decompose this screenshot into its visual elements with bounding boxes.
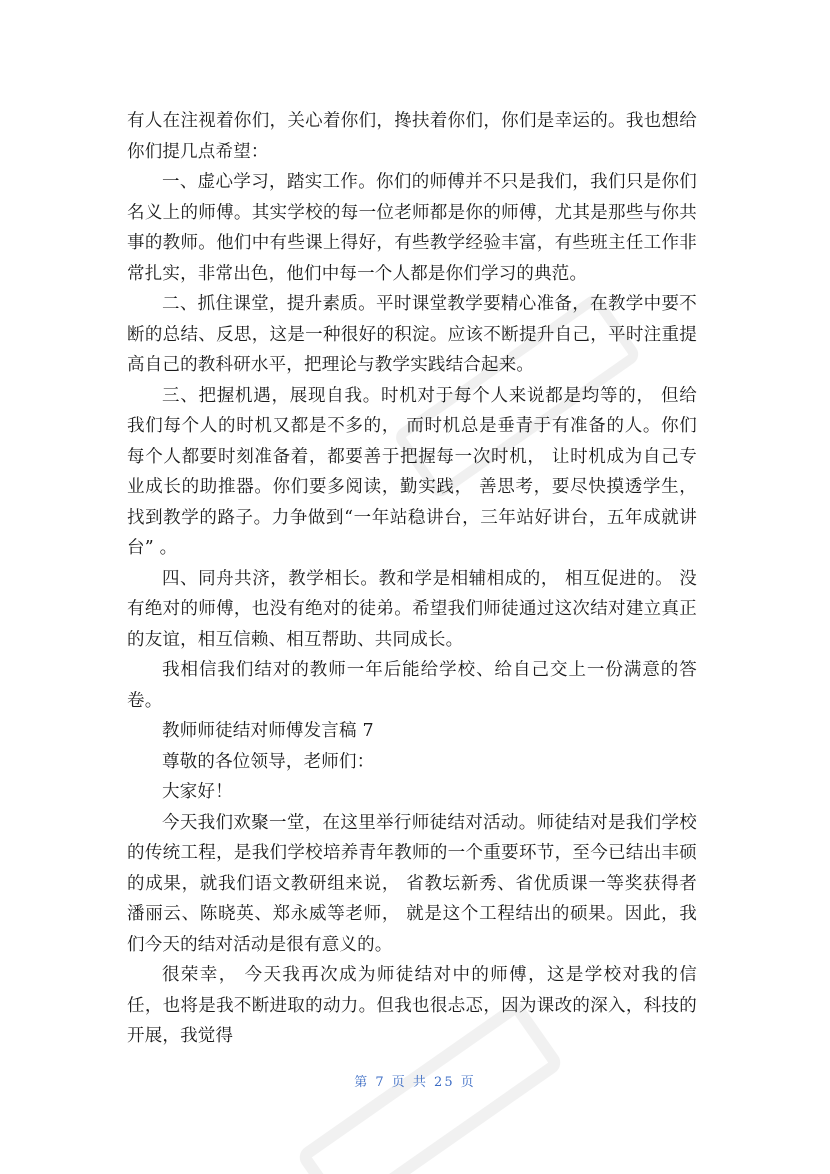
- page-number-footer: 第 7 页 共 25 页: [354, 1075, 476, 1090]
- paragraph: 四、同舟共济，教学相长。教和学是相辅相成的， 相互促进的。 没有绝对的师傅，也没有绝对的徒弟。希望我们师徒通过这次结对建立真正的友谊，相互信赖、相互帮助、共同成长。: [127, 568, 697, 650]
- document-body: [127, 106, 697, 1052]
- greeting: 大家好！: [162, 782, 233, 802]
- paragraph: 二、抓住课堂，提升素质。平时课堂教学要精心准备，在教学中要不断的总结、反思，这是一种很好的积淀。应该不断提升自己，平时注重提高自己的教科研水平，把理论与教学实践结合起来。: [127, 294, 697, 375]
- salutation: 尊敬的各位领导，老师们：: [162, 751, 375, 772]
- paragraph: 我相信我们结对的教师一年后能给学校、给自己交上一份满意的答卷。: [127, 660, 697, 711]
- paragraph: 很荣幸， 今天我再次成为师徒结对中的师傅，这是学校对我的信任，也将是我不断进取的动力。但我也很忐忑，因为课改的深入，科技的开展，我觉得: [127, 965, 697, 1046]
- paragraph: 今天我们欢聚一堂，在这里举行师徒结对活动。师徒结对是我们学校的传统工程，是我们学校培养青年教师的一个重要环节，至今已结出丰硕的成果，就我们语文教研组来说， 省教坛新秀、省优质课一等奖获得者潘丽云、陈晓英、郑永威等老师， 就是这个工程结出的硕果。因此，我们今天的结对活动是很有意义的。: [127, 812, 697, 955]
- paragraph: 有人在注视着你们，关心着你们，搀扶着你们，你们是幸运的。我也想给你们提几点希望：: [127, 111, 697, 162]
- paragraph: 一、虚心学习，踏实工作。你们的师傅并不只是我们，我们只是你们名义上的师傅。其实学校的每一位老师都是你的师傅，尤其是那些与你共事的教师。他们中有些课上得好，有些教学经验丰富，有些班主任工作非常扎实，非常出色，他们中每一个人都是你们学习的典范。: [127, 172, 697, 284]
- section-title: 教师师徒结对师傅发言稿 7: [162, 721, 374, 741]
- paragraph: 三、把握机遇，展现自我。时机对于每个人来说都是均等的， 但给我们每个人的时机又都是不多的， 而时机总是垂青于有准备的人。你们每个人都要时刻准备着，都要善于把握每一次时机， 让时机成为自己专业成长的助推器。你们要多阅读，勤实践， 善思考，要尽快摸透学生，找到教学的路子。力争做到“一年站稳讲台，三年站好讲台，五年成就讲台” 。: [127, 385, 697, 558]
